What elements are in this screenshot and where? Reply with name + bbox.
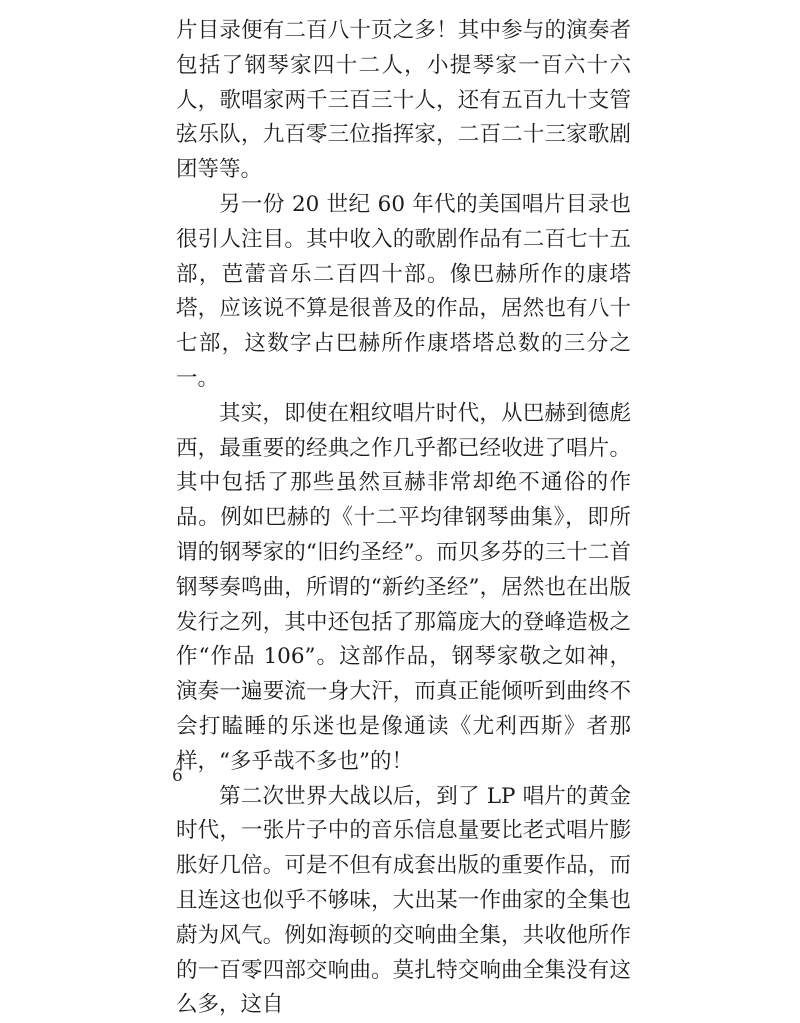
paragraph-continued: 片目录便有二百八十页之多！其中参与的演奏者包括了钢琴家四十二人，小提琴家一百六十六人，歌唱家两千三百三十人，还有五百九十支管弦乐队，九百零三位指挥家，二百二十三家歌剧团等等。 — [176, 18, 631, 183]
paragraph: 其实，即使在粗纹唱片时代，从巴赫到德彪西，最重要的经典之作几乎都已经收进了唱片。其中包括了那些虽然亘赫非常却绝不通俗的作品。例如巴赫的《十二平均律钢琴曲集》，即所谓的钢琴家的“旧约圣经”。而贝多芬的三十二首钢琴奏鸣曲，所谓的“新约圣经”，居然也在出版发行之列，其中还包括了那篇庞大的登峰造极之作“作品 106”。这部作品，钢琴家敬之如神，演奏一遍要流一身大汗，而真正能倾听到曲终不会打瞌睡的乐迷也是像通读《尤利西斯》者那样，“多乎哉不多也”的！ — [176, 400, 631, 774]
paragraph: 另一份 20 世纪 60 年代的美国唱片目录也很引人注目。其中收入的歌剧作品有二百七十五部，芭蕾音乐二百四十部。像巴赫所作的康塔塔，应该说不算是很普及的作品，居然也有八十七部，这数字占巴赫所作康塔塔总数的三分之一。 — [176, 191, 631, 391]
paragraph: 第二次世界大战以后，到了 LP 唱片的黄金时代，一张片子中的音乐信息量要比老式唱片膨胀好几倍。可是不但有成套出版的重要作品，而且连这也似乎不够味，大出某一作曲家的全集也蔚为风气。例如海顿的交响曲全集，共收他所作的一百零四部交响曲。莫扎特交响曲全集没有这么多，这自 — [176, 783, 631, 1018]
page-number: 6 — [172, 766, 183, 786]
body-text — [176, 14, 631, 1023]
